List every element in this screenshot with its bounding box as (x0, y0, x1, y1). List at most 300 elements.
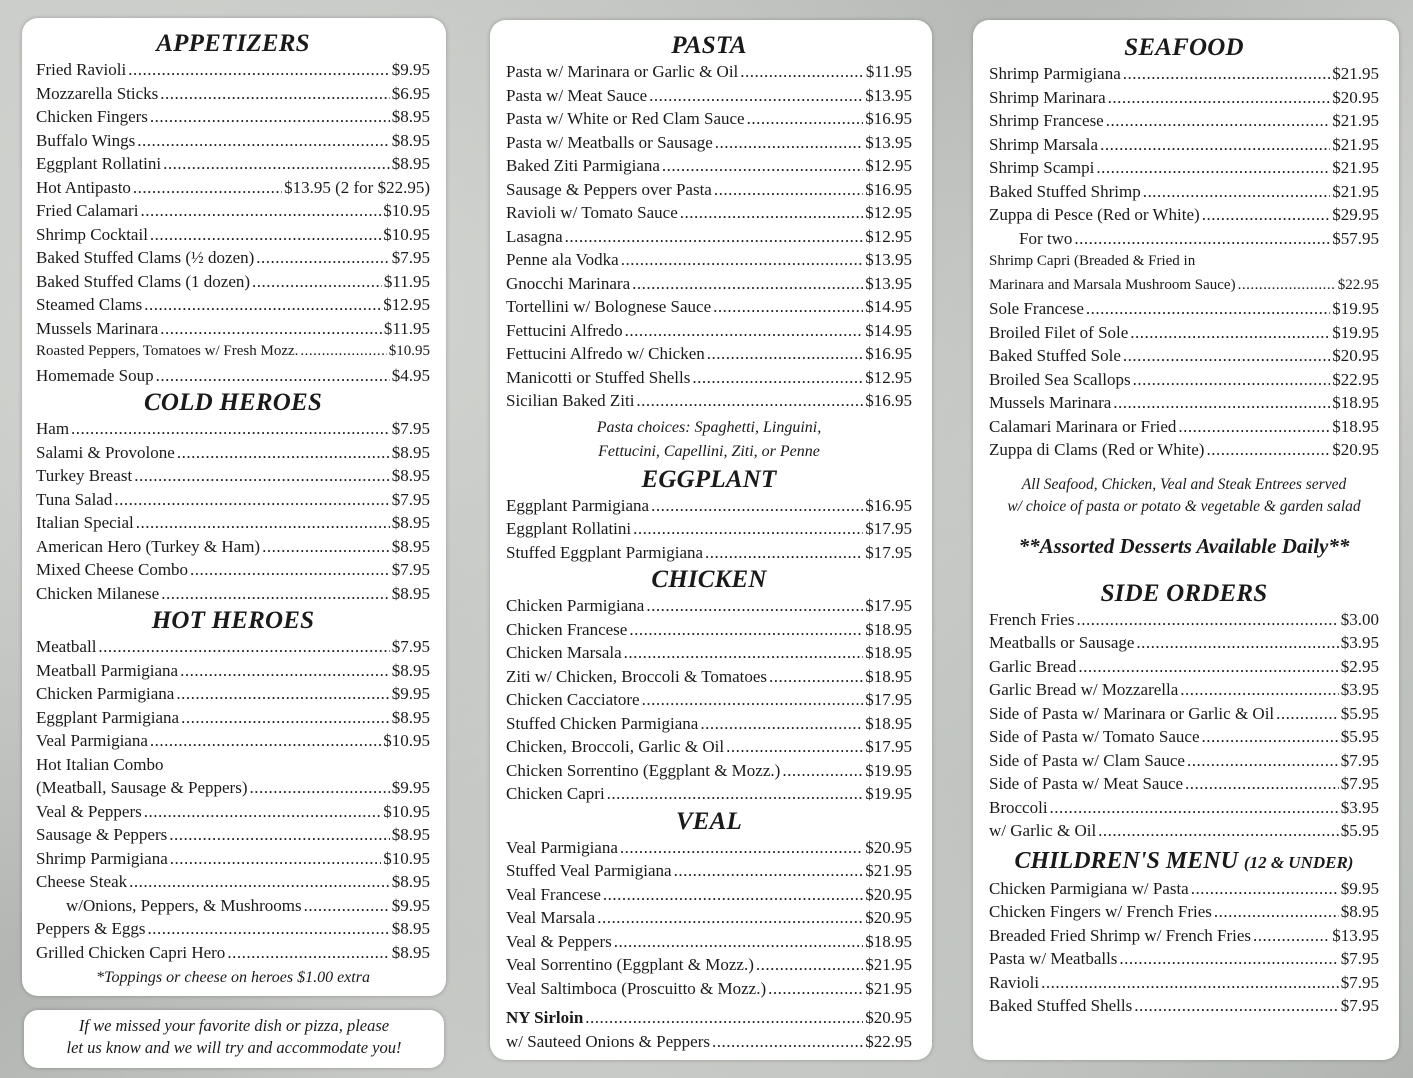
menu-item-row (36, 870, 430, 894)
menu-item-row (506, 389, 912, 413)
menu-item-row (36, 823, 430, 847)
menu-item-name: Chicken Parmigiana (36, 684, 175, 703)
leader-dots (700, 712, 863, 736)
leader-dots (1143, 180, 1331, 204)
menu-item-price: $8.95 (391, 942, 430, 962)
menu-item-name: Chicken Fingers w/ French Fries (989, 902, 1212, 921)
menu-item-price: $8.95 (1340, 902, 1379, 921)
menu-item-name: Chicken Fingers (36, 107, 148, 126)
menu-item-price: $8.95 (391, 442, 430, 462)
menu-item-price: $17.95 (865, 737, 912, 756)
menu-item-price: $5.95 (1340, 703, 1379, 723)
entrees-note-line1: All Seafood, Chicken, Veal and Steak Entrees served (1021, 475, 1347, 493)
menu-item-price: $3.95 (1340, 797, 1379, 817)
menu-item-row (36, 917, 430, 941)
menu-item-name: Broiled Sea Scallops (989, 369, 1131, 389)
menu-item-name: Homemade Soup (36, 365, 154, 385)
menu-item-price: $7.95 (391, 560, 430, 579)
menu-item-row (989, 994, 1379, 1018)
menu-item-row (506, 735, 912, 759)
leader-dots (180, 659, 390, 683)
leader-dots (651, 494, 863, 518)
cold-heroes-list (36, 417, 430, 605)
leader-dots (713, 295, 863, 319)
menu-item-row (506, 618, 912, 642)
leader-dots (1098, 819, 1339, 843)
menu-item-price: $17.95 (865, 596, 912, 615)
menu-item-name: Broiled Filet of Sole (989, 322, 1129, 342)
menu-item-price: $11.95 (383, 318, 430, 338)
menu-item-price: $10.95 (388, 343, 430, 359)
menu-item-row (506, 154, 912, 178)
menu-item-name: Zuppa di Clams (Red or White) (989, 440, 1205, 459)
menu-item-row (36, 317, 430, 341)
leader-dots (114, 488, 389, 512)
menu-item-row (506, 712, 912, 736)
menu-item-row (989, 227, 1379, 251)
leader-dots (161, 582, 390, 606)
menu-item-name: w/Onions, Peppers, & Mushrooms (66, 895, 302, 915)
menu-item-row (506, 342, 912, 366)
menu-item-name: Chicken, Broccoli, Garlic & Oil (506, 737, 725, 756)
leader-dots (1130, 321, 1330, 345)
menu-item-row (36, 894, 430, 918)
menu-item-row (506, 178, 912, 202)
menu-item-name: Mixed Cheese Combo (36, 560, 189, 579)
cold-heroes-title: COLD HEROES (144, 389, 322, 416)
leader-dots (136, 511, 390, 535)
leader-dots (250, 776, 390, 800)
missed-dish-note (24, 1010, 444, 1068)
menu-item-row (506, 977, 912, 1001)
menu-item-price: $13.95 (2 for $22.95) (284, 177, 430, 197)
menu-item-row (989, 368, 1379, 392)
menu-item-row (36, 582, 430, 606)
veal-list (506, 836, 912, 1001)
childrens-menu-title (989, 847, 1379, 877)
leader-dots (134, 464, 390, 488)
leader-dots (177, 441, 390, 465)
menu-item-price: $16.95 (865, 109, 912, 128)
ny-sirloin-onions-row (506, 1030, 912, 1054)
menu-item-row (989, 971, 1379, 995)
menu-item-row (506, 494, 912, 518)
menu-item-row (36, 729, 430, 753)
leader-dots (1076, 608, 1338, 632)
menu-item-row (36, 199, 430, 223)
menu-item-name: Roasted Peppers, Tomatoes w/ Fresh Mozz. (36, 343, 299, 359)
menu-item-row (989, 749, 1379, 773)
leader-dots (1113, 391, 1330, 415)
menu-item-name: Manicotti or Stuffed Shells (506, 367, 691, 387)
menu-item-row (989, 924, 1379, 948)
menu-item-price: $7.95 (1340, 972, 1379, 992)
leader-dots (714, 178, 863, 202)
menu-item-row (989, 608, 1379, 632)
leader-dots (625, 319, 864, 343)
leader-dots (1100, 133, 1330, 157)
menu-item-name: Chicken Marsala (506, 643, 622, 662)
menu-item-name: Baked Stuffed Shells (989, 996, 1133, 1015)
leader-dots (144, 800, 381, 824)
menu-item-price: $7.95 (391, 489, 430, 509)
menu-item-price: $17.95 (865, 519, 912, 538)
menu-item-row (989, 344, 1379, 368)
middle-menu-panel (490, 20, 932, 1060)
menu-item-name: Side of Pasta w/ Clam Sauce (989, 750, 1185, 770)
menu-item-price: $5.95 (1340, 821, 1379, 840)
leader-dots (715, 131, 863, 155)
leader-dots (674, 859, 864, 883)
menu-item-price: $18.95 (1332, 416, 1379, 436)
menu-item-price: $19.95 (865, 760, 912, 780)
menu-item-name: Fried Calamari (36, 201, 139, 220)
leader-dots (98, 635, 389, 659)
desserts-banner: **Assorted Desserts Available Daily** (1018, 533, 1350, 558)
menu-item-price: $21.95 (865, 955, 912, 974)
leader-dots (1276, 702, 1339, 726)
menu-item-name: Side of Pasta w/ Meat Sauce (989, 774, 1184, 793)
leader-dots (621, 248, 864, 272)
leader-dots (692, 366, 863, 390)
leader-dots (769, 665, 863, 689)
menu-item-row (506, 319, 912, 343)
menu-item-name: Ravioli (989, 972, 1040, 992)
leader-dots (163, 152, 390, 176)
menu-item-row (506, 225, 912, 249)
shrimp-capri-line1: Shrimp Capri (Breaded & Fried in (989, 253, 1196, 269)
menu-item-row (989, 877, 1379, 901)
leader-dots (747, 107, 864, 131)
menu-item-row (506, 295, 912, 319)
seafood-list (989, 62, 1379, 250)
menu-item-price: $2.95 (1340, 656, 1379, 676)
leader-dots (137, 129, 389, 153)
menu-item-price: $16.95 (865, 179, 912, 199)
menu-item-price: $9.95 (391, 684, 430, 703)
menu-item-price: $21.95 (1332, 181, 1379, 201)
menu-item-row (989, 678, 1379, 702)
menu-item-row (36, 776, 430, 800)
menu-item-price: $11.95 (865, 62, 912, 81)
leader-dots (150, 223, 381, 247)
menu-item-price: $14.95 (865, 297, 912, 316)
leader-dots (565, 225, 864, 249)
menu-item-row (506, 594, 912, 618)
leader-dots (1106, 109, 1331, 133)
menu-item-row (36, 152, 430, 176)
menu-item-price: $20.95 (1332, 346, 1379, 365)
menu-item-name: Tuna Salad (36, 489, 113, 509)
menu-item-row (506, 665, 912, 689)
eggplant-title: EGGPLANT (641, 465, 777, 493)
menu-item-name: Lasagna (506, 226, 563, 246)
menu-item-row (989, 947, 1379, 971)
menu-item-name: Zuppa di Pesce (Red or White) (989, 205, 1200, 224)
menu-item-price: $16.95 (865, 344, 912, 363)
leader-dots (726, 735, 863, 759)
leader-dots (1253, 924, 1330, 948)
menu-item-name: Chicken Cacciatore (506, 690, 640, 709)
menu-item-name: Sausage & Peppers (36, 825, 168, 844)
menu-item-row (989, 796, 1379, 820)
menu-item-name: Fettucini Alfredo w/ Chicken (506, 344, 705, 363)
leader-dots (1187, 749, 1339, 773)
menu-item-name: Sausage & Peppers over Pasta (506, 179, 712, 199)
menu-item-price: $18.95 (865, 713, 912, 733)
menu-item-name: (Meatball, Sausage & Peppers) (36, 778, 248, 797)
menu-item-row (36, 941, 430, 965)
leader-dots (1133, 368, 1331, 392)
menu-item-name: Pasta w/ Marinara or Garlic & Oil (506, 62, 739, 81)
leader-dots (150, 105, 390, 129)
menu-item-row (36, 105, 430, 129)
menu-item-price: $12.95 (865, 203, 912, 222)
menu-item-row (989, 725, 1379, 749)
menu-item-name: Grilled Chicken Capri Hero (36, 942, 226, 962)
menu-item-name: Cheese Steak (36, 872, 128, 891)
menu-item-name: Ham (36, 419, 70, 438)
entrees-note-line2: w/ choice of pasta or potato & vegetable & garden salad (1007, 497, 1361, 515)
menu-item-name: Chicken Parmigiana w/ Pasta (989, 878, 1189, 898)
menu-item-price: $13.95 (865, 273, 912, 293)
leader-dots (1185, 772, 1339, 796)
menu-item-row (36, 535, 430, 559)
menu-item-name: Ziti w/ Chicken, Broccoli & Tomatoes (506, 666, 768, 686)
menu-item-price: $9.95 (391, 778, 430, 797)
menu-item-name: Hot Antipasto (36, 177, 131, 197)
menu-item-row (36, 223, 430, 247)
menu-item-price: $20.95 (1332, 440, 1379, 459)
leader-dots (662, 154, 863, 178)
leader-dots (160, 317, 382, 341)
menu-item-row (506, 272, 912, 296)
menu-item-price: $21.95 (865, 861, 912, 880)
menu-item-row (36, 464, 430, 488)
menu-item-row (36, 364, 430, 388)
leader-dots (1119, 947, 1338, 971)
shrimp-capri-row (989, 274, 1379, 298)
menu-item-row (506, 930, 912, 954)
menu-item-name: Veal Parmigiana (36, 731, 148, 750)
menu-item-row (989, 631, 1379, 655)
menu-item-price: $20.95 (865, 837, 912, 857)
leader-dots (144, 293, 381, 317)
menu-item-name: Chicken Milanese (36, 583, 160, 603)
menu-item-price: $3.95 (1340, 680, 1379, 699)
hot-heroes-title: HOT HEROES (151, 607, 315, 634)
menu-item-name: Chicken Francese (506, 619, 628, 639)
menu-item-name: Sole Francese (989, 299, 1084, 318)
leader-dots (756, 953, 863, 977)
menu-item-price: $17.95 (865, 542, 912, 562)
menu-item-row (36, 270, 430, 294)
menu-item-price: $16.95 (865, 495, 912, 515)
menu-item-name: Shrimp Marsala (989, 134, 1099, 154)
menu-item-name: Steamed Clams (36, 295, 143, 314)
leader-dots (782, 759, 863, 783)
menu-item-row (36, 293, 430, 317)
menu-item-name: Stuffed Eggplant Parmigiana (506, 542, 704, 562)
leader-dots (71, 417, 390, 441)
menu-item-name: Veal Francese (506, 884, 601, 904)
ny-sirloin-name: NY Sirloin (506, 1008, 584, 1027)
menu-item-row (989, 321, 1379, 345)
leader-dots (1178, 415, 1330, 439)
menu-item-price: $11.95 (383, 271, 430, 291)
menu-item-name: Peppers & Eggs (36, 919, 146, 938)
menu-item-price: $8.95 (391, 919, 430, 938)
menu-item-name: Garlic Bread w/ Mozzarella (989, 680, 1179, 699)
menu-item-price: $7.95 (1340, 996, 1379, 1015)
menu-item-name: Baked Ziti Parmigiana (506, 156, 660, 175)
leader-dots (1214, 900, 1339, 924)
menu-item-price: $3.00 (1340, 609, 1379, 629)
menu-item-price: $18.95 (865, 643, 912, 662)
leader-dots (649, 84, 863, 108)
menu-item-row (506, 688, 912, 712)
leader-dots (633, 517, 863, 541)
menu-item-row (506, 759, 912, 783)
childrens-menu-subtitle: (12 & UNDER) (1243, 852, 1354, 872)
leader-dots (252, 270, 382, 294)
menu-item-name: Veal Parmigiana (506, 837, 618, 857)
leader-dots (768, 977, 863, 1001)
menu-item-name: Baked Stuffed Clams (½ dozen) (36, 248, 255, 267)
leader-dots (1191, 877, 1339, 901)
menu-item-row (989, 415, 1379, 439)
menu-item-name: Shrimp Scampi (989, 158, 1095, 177)
menu-item-row (989, 900, 1379, 924)
leader-dots (1078, 655, 1338, 679)
menu-item-name: Ravioli w/ Tomato Sauce (506, 203, 678, 222)
menu-item-name: Baked Stuffed Clams (1 dozen) (36, 271, 251, 291)
menu-item-row (506, 836, 912, 860)
leader-dots (1074, 227, 1330, 251)
menu-item-row (506, 131, 912, 155)
eggplant-list (506, 494, 912, 565)
menu-item-price: $21.95 (1332, 64, 1379, 83)
leader-dots (624, 641, 864, 665)
menu-item-name: Italian Special (36, 513, 134, 532)
menu-item-price: $20.95 (865, 884, 912, 904)
appetizers-title: APPETIZERS (156, 30, 310, 57)
leader-dots (1108, 86, 1331, 110)
menu-item-name: Pasta w/ White or Red Clam Sauce (506, 109, 745, 128)
menu-item-row (506, 641, 912, 665)
menu-item-row (989, 772, 1379, 796)
ny-sirloin-row (506, 1006, 912, 1030)
menu-item-price: $12.95 (865, 367, 912, 387)
menu-item-price: $5.95 (1340, 727, 1379, 746)
ny-sirloin-price: $20.95 (865, 1008, 912, 1027)
menu-item-price: $8.95 (391, 660, 430, 680)
menu-item-row (36, 176, 430, 200)
menu-item-name: Turkey Breast (36, 466, 133, 485)
menu-item-price: $8.95 (391, 583, 430, 603)
leader-dots (1123, 344, 1330, 368)
leader-dots (300, 340, 386, 364)
menu-item-name: Shrimp Marinara (989, 87, 1106, 107)
menu-item-price: $8.95 (391, 707, 430, 727)
menu-item-name: Penne ala Vodka (506, 250, 619, 269)
chicken-title: CHICKEN (651, 566, 767, 593)
leader-dots (156, 364, 390, 388)
menu-item-row (506, 883, 912, 907)
menu-item-row (36, 129, 430, 153)
menu-item-row (989, 156, 1379, 180)
menu-item-price: $7.95 (391, 419, 430, 438)
leader-dots (1206, 438, 1330, 462)
menu-item-name: Mussels Marinara (36, 318, 159, 338)
menu-item-price: $12.95 (865, 226, 912, 246)
menu-item-row (36, 417, 430, 441)
leader-dots (262, 535, 390, 559)
leader-dots (1096, 156, 1330, 180)
ny-sirloin-onions-name: w/ Sauteed Onions & Peppers (506, 1031, 710, 1051)
menu-item-name: Mozzarella Sticks (36, 83, 159, 103)
leader-dots (1202, 203, 1331, 227)
menu-item-row (36, 82, 430, 106)
leader-dots (150, 729, 381, 753)
menu-item-row (989, 86, 1379, 110)
menu-item-row (506, 906, 912, 930)
menu-item-row (506, 782, 912, 806)
menu-item-name: Mussels Marinara (989, 393, 1112, 412)
menu-item-price: $21.95 (865, 978, 912, 998)
menu-item-row (36, 441, 430, 465)
menu-item-price: $8.95 (391, 825, 430, 844)
menu-item-name: Eggplant Rollatini (36, 154, 162, 173)
menu-item-price: $8.95 (391, 466, 430, 485)
leader-dots (740, 60, 864, 84)
leader-dots (632, 272, 863, 296)
side-orders-title: SIDE ORDERS (1100, 579, 1268, 607)
menu-item-price: $8.95 (391, 107, 430, 126)
leader-dots (1123, 62, 1331, 86)
veal-title: VEAL (675, 807, 743, 835)
menu-item-name: Salami & Provolone (36, 442, 175, 462)
menu-item-name: Fried Ravioli (36, 60, 127, 79)
leader-dots (1134, 994, 1339, 1018)
leader-dots (148, 917, 390, 941)
menu-item-name: Tortellini w/ Bolognese Sauce (506, 297, 712, 316)
menu-item-price: $8.95 (391, 872, 430, 891)
menu-item-row (989, 180, 1379, 204)
menu-item-price: $29.95 (1332, 205, 1379, 224)
menu-item-name: Side of Pasta w/ Marinara or Garlic & Oil (989, 703, 1275, 723)
menu-item-price: $10.95 (383, 201, 430, 220)
menu-item-name: Eggplant Parmigiana (36, 707, 180, 727)
leader-dots (680, 201, 863, 225)
menu-item-row (36, 635, 430, 659)
menu-item-price: $8.95 (391, 536, 430, 556)
menu-item-price: $20.95 (865, 908, 912, 927)
menu-item-price: $13.95 (865, 250, 912, 269)
menu-item-row (989, 391, 1379, 415)
leader-dots (614, 930, 863, 954)
menu-item-name: Stuffed Chicken Parmigiana (506, 713, 699, 733)
menu-item-price: $8.95 (391, 154, 430, 173)
menu-item-row (506, 60, 912, 84)
menu-item-name: Shrimp Francese (989, 111, 1104, 130)
menu-item-row (36, 659, 430, 683)
menu-item-price: $18.95 (865, 931, 912, 951)
leader-dots (707, 342, 863, 366)
menu-item-price: $19.95 (865, 784, 912, 803)
menu-item-row (989, 62, 1379, 86)
menu-item-name: w/ Garlic & Oil (989, 821, 1097, 840)
